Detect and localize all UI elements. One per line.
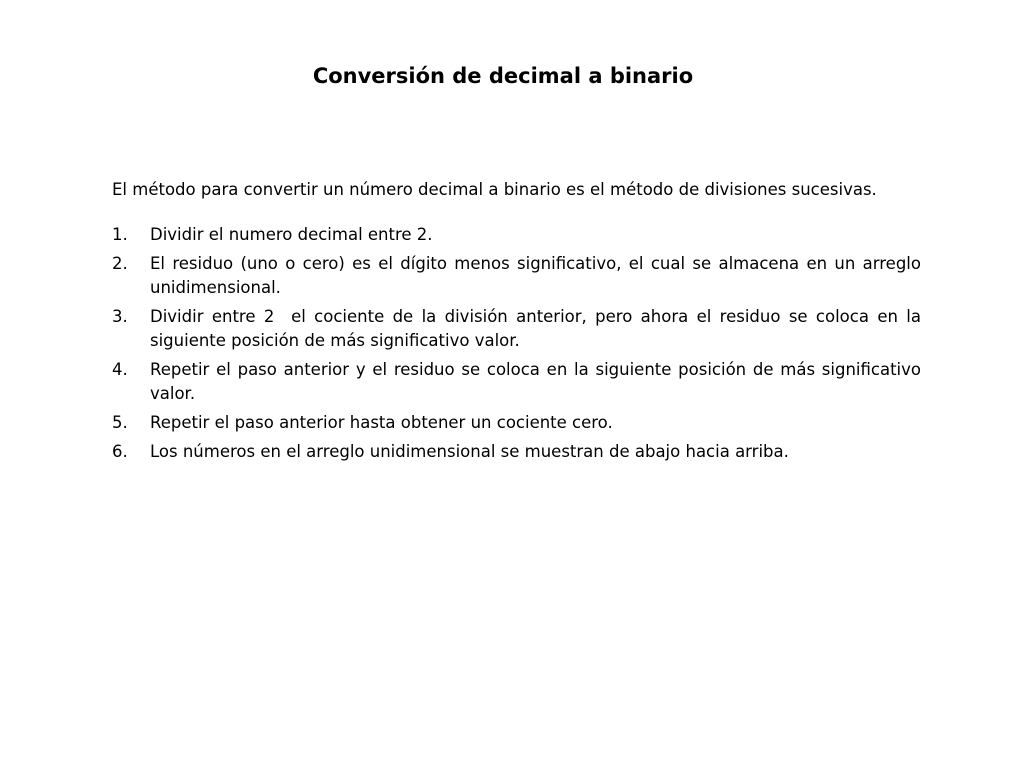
step-number: 6. xyxy=(112,442,128,461)
step-text: Dividir el numero decimal entre 2. xyxy=(150,225,433,244)
step-text: Repetir el paso anterior y el residuo se coloca en la siguiente posición de más significativo valor. xyxy=(150,360,921,403)
step-text: El residuo (uno o cero) es el dígito menos significativo, el cual se almacena en un arreglo unidimensional. xyxy=(150,254,921,297)
steps-list xyxy=(112,223,927,464)
list-item xyxy=(112,411,921,435)
slide-body xyxy=(112,178,927,469)
step-number: 4. xyxy=(112,360,128,379)
step-number: 1. xyxy=(112,225,128,244)
list-item xyxy=(112,252,921,300)
step-number: 3. xyxy=(112,307,128,326)
list-item xyxy=(112,358,921,406)
list-item xyxy=(112,223,921,247)
list-item xyxy=(112,440,921,464)
list-item xyxy=(112,305,927,353)
step-number: 5. xyxy=(112,413,128,432)
step-text: Los números en el arreglo unidimensional se muestran de abajo hacia arriba. xyxy=(150,442,789,461)
step-text: Repetir el paso anterior hasta obtener un cociente cero. xyxy=(150,413,613,432)
slide-title: Conversión de decimal a binario xyxy=(312,64,694,88)
intro-paragraph: El método para convertir un número decimal a binario es el método de divisiones sucesivas. xyxy=(112,180,877,199)
step-text: Dividir entre 2 el cociente de la división anterior, pero ahora el residuo se coloca en la siguiente posición de más significativo valor. xyxy=(150,307,927,350)
step-number: 2. xyxy=(112,254,128,273)
